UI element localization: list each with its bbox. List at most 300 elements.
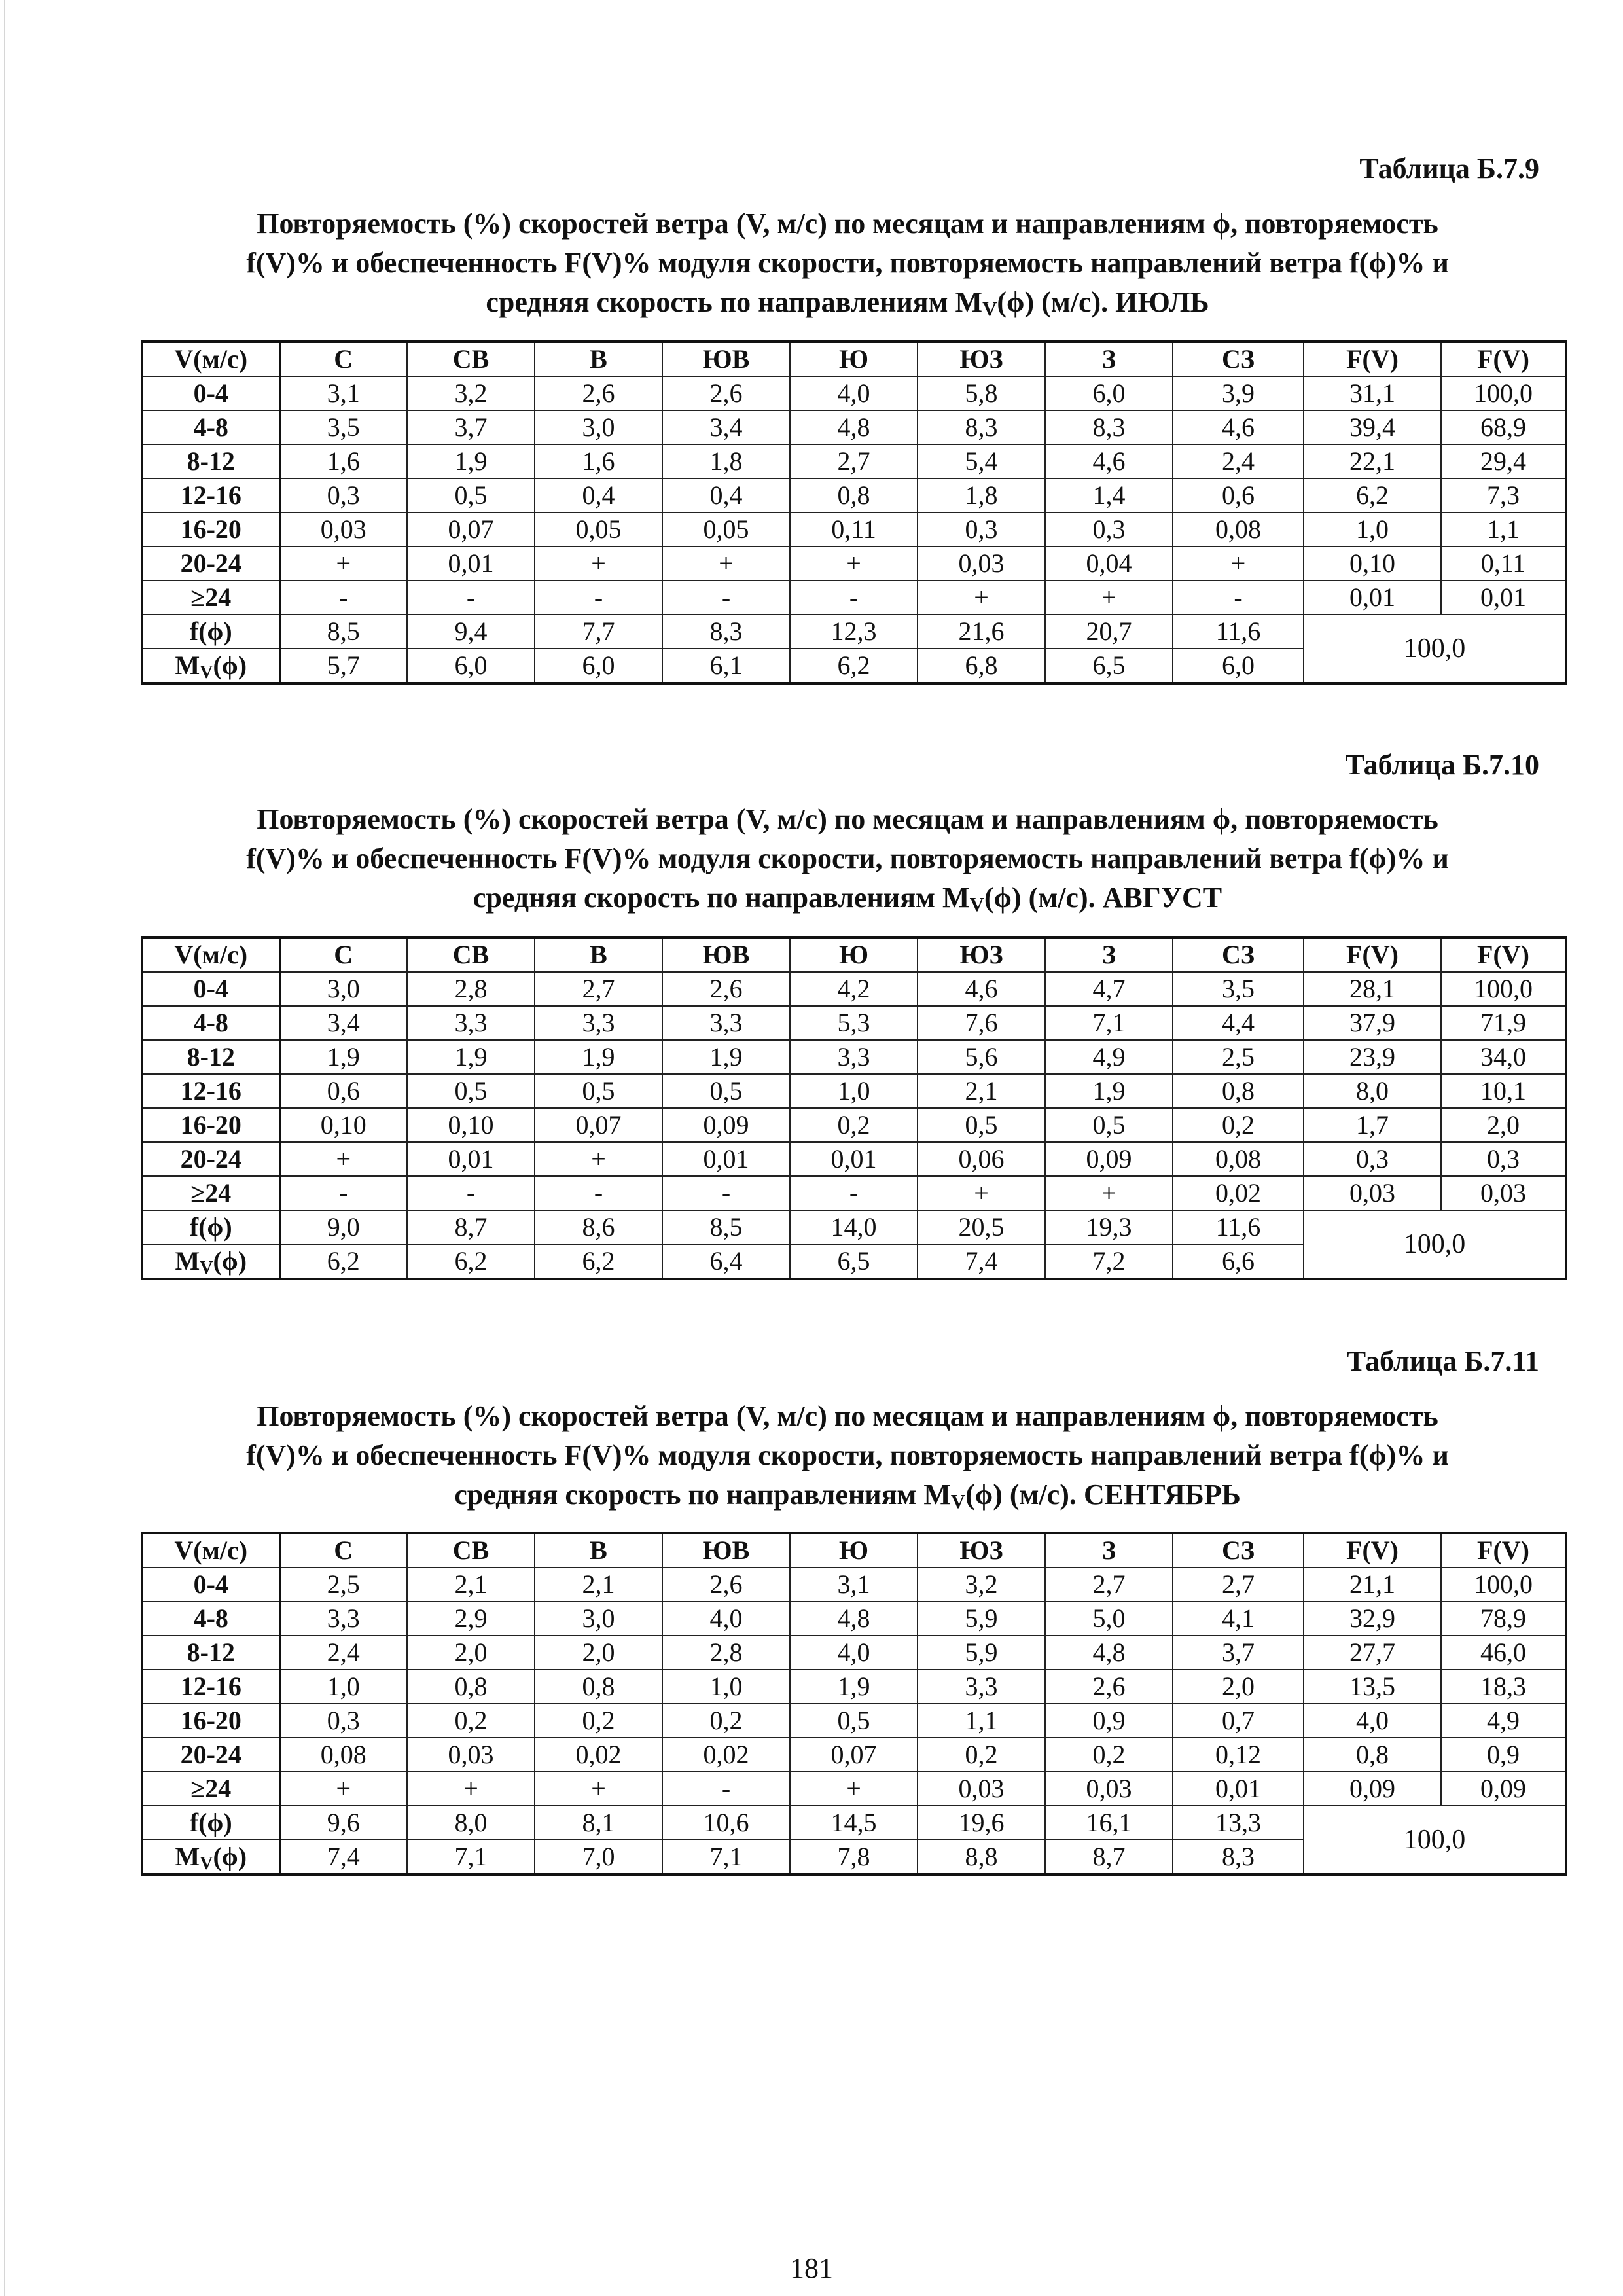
table-cell: 6,8 xyxy=(918,649,1045,683)
caption-month: АВГУСТ xyxy=(1102,882,1222,914)
table-cell: 2,7 xyxy=(790,444,918,478)
table-cell: 0,06 xyxy=(918,1142,1045,1176)
table-cell: 6,4 xyxy=(662,1244,790,1279)
row-label: ≥24 xyxy=(142,1176,279,1210)
row-label: 16-20 xyxy=(142,512,279,547)
row-label: 16-20 xyxy=(142,1108,279,1142)
header-fv: F(V) xyxy=(1304,937,1441,972)
table-cell: 8,3 xyxy=(1173,1840,1304,1874)
mv-label: M xyxy=(175,1842,200,1871)
table-cell: + xyxy=(1045,1176,1173,1210)
table-cell: + xyxy=(918,581,1045,615)
table-row xyxy=(142,581,1566,615)
table-cell: 11,6 xyxy=(1173,615,1304,649)
table-cell: 3,1 xyxy=(790,1568,918,1602)
header-direction: ЮЗ xyxy=(918,342,1045,376)
row-label: 8-12 xyxy=(142,1040,279,1074)
table-cell: - xyxy=(662,1772,790,1806)
table-cell: 6,5 xyxy=(790,1244,918,1279)
table-cell: 8,0 xyxy=(407,1806,535,1840)
table-cell: 7,4 xyxy=(918,1244,1045,1279)
table-row xyxy=(142,410,1566,444)
caption-line-2: f(V)% и обеспеченность F(V)% модуля скорости, повторяемость направлений ветра f(ϕ)% и xyxy=(246,247,1449,279)
table-cell: 2,4 xyxy=(279,1636,407,1670)
table-cell: 0,2 xyxy=(918,1738,1045,1772)
table-cell: 16,1 xyxy=(1045,1806,1173,1840)
table-cell: 11,6 xyxy=(1173,1210,1304,1244)
table-row xyxy=(142,444,1566,478)
table-cell: 3,7 xyxy=(1173,1636,1304,1670)
table-cell: 3,3 xyxy=(279,1602,407,1636)
header-direction: С xyxy=(279,1533,407,1568)
table-cell: 21,1 xyxy=(1304,1568,1441,1602)
table-cell: 37,9 xyxy=(1304,1006,1441,1040)
table-cell: 0,03 xyxy=(1441,1176,1566,1210)
table-cell: 19,3 xyxy=(1045,1210,1173,1244)
table-cell: 0,8 xyxy=(1173,1074,1304,1108)
table-cell: 2,7 xyxy=(535,972,662,1006)
row-label: 20-24 xyxy=(142,1738,279,1772)
table-cell: 21,6 xyxy=(918,615,1045,649)
row-label: 0-4 xyxy=(142,376,279,410)
table-cell: 20,7 xyxy=(1045,615,1173,649)
row-label: 0-4 xyxy=(142,1568,279,1602)
table-cell: 4,4 xyxy=(1173,1006,1304,1040)
total-cell: 100,0 xyxy=(1304,1210,1566,1279)
table-cell: 4,0 xyxy=(1304,1704,1441,1738)
table-cell: 0,07 xyxy=(535,1108,662,1142)
table-cell: 1,0 xyxy=(790,1074,918,1108)
row-label: ≥24 xyxy=(142,1772,279,1806)
caption-line-3-sub: V xyxy=(950,1490,966,1513)
header-direction: ЮЗ xyxy=(918,937,1045,972)
table-cell: 0,8 xyxy=(790,478,918,512)
table-cell: 2,5 xyxy=(279,1568,407,1602)
table-cell: 0,2 xyxy=(1045,1738,1173,1772)
table-cell: 2,0 xyxy=(1173,1670,1304,1704)
table-cell: 9,0 xyxy=(279,1210,407,1244)
table-cell: 0,2 xyxy=(1173,1108,1304,1142)
table-cell: 0,09 xyxy=(1441,1772,1566,1806)
mv-label-sub: V xyxy=(200,662,213,683)
row-label: 12-16 xyxy=(142,478,279,512)
header-direction: СЗ xyxy=(1173,937,1304,972)
table-cell: 2,1 xyxy=(407,1568,535,1602)
table-cell: 14,5 xyxy=(790,1806,918,1840)
table-cell: 6,2 xyxy=(1304,478,1441,512)
table-cell: - xyxy=(662,1176,790,1210)
caption-line-3-text: средняя скорость по направлениям M xyxy=(473,882,970,914)
caption-line-3-text: средняя скорость по направлениям M xyxy=(486,286,983,318)
table-cell: 8,7 xyxy=(407,1210,535,1244)
table-cell: + xyxy=(790,547,918,581)
table-cell: 0,5 xyxy=(662,1074,790,1108)
wind-table xyxy=(141,1532,1567,1876)
table-cell: 7,7 xyxy=(535,615,662,649)
caption-month: СЕНТЯБРЬ xyxy=(1083,1479,1241,1511)
table-row xyxy=(142,376,1566,410)
table-cell: 0,5 xyxy=(535,1074,662,1108)
header-direction: СЗ xyxy=(1173,342,1304,376)
header-direction: С xyxy=(279,937,407,972)
table-cell: 0,5 xyxy=(407,478,535,512)
caption-line-2: f(V)% и обеспеченность F(V)% модуля скорости, повторяемость направлений ветра f(ϕ)% и xyxy=(246,1439,1449,1471)
table-cell: 5,4 xyxy=(918,444,1045,478)
row-label: 4-8 xyxy=(142,1006,279,1040)
header-direction: СВ xyxy=(407,937,535,972)
table-cell: - xyxy=(790,1176,918,1210)
table-cell: 0,7 xyxy=(1173,1704,1304,1738)
header-direction: В xyxy=(535,342,662,376)
row-label xyxy=(142,649,279,683)
row-label: f(ϕ) xyxy=(142,1806,279,1840)
wind-table xyxy=(141,936,1567,1280)
table-cell: - xyxy=(407,1176,535,1210)
table-cell: 0,09 xyxy=(662,1108,790,1142)
table-cell: - xyxy=(279,1176,407,1210)
caption-line-3 xyxy=(151,1475,1544,1515)
table-cell: 2,4 xyxy=(1173,444,1304,478)
table-cell: 78,9 xyxy=(1441,1602,1566,1636)
table-cell: 6,0 xyxy=(407,649,535,683)
header-row xyxy=(142,937,1566,972)
table-cell: - xyxy=(1173,581,1304,615)
header-direction: Ю xyxy=(790,937,918,972)
table-cell: 9,6 xyxy=(279,1806,407,1840)
table-label: Таблица Б.7.9 xyxy=(1359,152,1539,185)
table-cell: 0,01 xyxy=(1304,581,1441,615)
table-label: Таблица Б.7.10 xyxy=(1345,749,1539,781)
table-cell: 31,1 xyxy=(1304,376,1441,410)
table-cell: 2,7 xyxy=(1045,1568,1173,1602)
table-cell: 100,0 xyxy=(1441,1568,1566,1602)
row-label: 16-20 xyxy=(142,1704,279,1738)
table-cell: + xyxy=(535,547,662,581)
table-cell: 0,8 xyxy=(407,1670,535,1704)
table-cell: 0,5 xyxy=(918,1108,1045,1142)
table-cell: - xyxy=(790,581,918,615)
total-cell: 100,0 xyxy=(1304,1806,1566,1874)
header-row xyxy=(142,1533,1566,1568)
table-cell: 4,6 xyxy=(1045,444,1173,478)
caption-line-1: Повторяемость (%) скоростей ветра (V, м/с) по месяцам и направлениям ϕ, повторяемость xyxy=(257,207,1438,240)
table-row xyxy=(142,1738,1566,1772)
table-cell: 3,1 xyxy=(279,376,407,410)
table-cell: 3,4 xyxy=(279,1006,407,1040)
table-cell: 39,4 xyxy=(1304,410,1441,444)
table-cell: 2,7 xyxy=(1173,1568,1304,1602)
table-cell: 29,4 xyxy=(1441,444,1566,478)
table-cell: 0,02 xyxy=(535,1738,662,1772)
mv-label: M xyxy=(175,651,200,680)
table-cell: 1,1 xyxy=(918,1704,1045,1738)
table-cell: 2,8 xyxy=(407,972,535,1006)
table-cell: 2,6 xyxy=(535,376,662,410)
header-direction: З xyxy=(1045,342,1173,376)
table-row xyxy=(142,1636,1566,1670)
table-cell: 0,8 xyxy=(1304,1738,1441,1772)
row-label: f(ϕ) xyxy=(142,615,279,649)
table-cell: 0,05 xyxy=(535,512,662,547)
table-cell: 71,9 xyxy=(1441,1006,1566,1040)
table-cell: 1,9 xyxy=(279,1040,407,1074)
table-cell: + xyxy=(535,1142,662,1176)
f-phi-row xyxy=(142,615,1566,649)
table-cell: 3,5 xyxy=(279,410,407,444)
caption-line-3-sub: V xyxy=(969,893,984,916)
table-cell: 5,7 xyxy=(279,649,407,683)
table-cell: 5,0 xyxy=(1045,1602,1173,1636)
table-cell: 2,5 xyxy=(1173,1040,1304,1074)
caption-line-3-sub: V xyxy=(982,298,997,320)
header-direction: Ю xyxy=(790,1533,918,1568)
row-label: 12-16 xyxy=(142,1074,279,1108)
row-label: 20-24 xyxy=(142,1142,279,1176)
table-cell: 100,0 xyxy=(1441,376,1566,410)
header-direction: В xyxy=(535,937,662,972)
table-cell: + xyxy=(535,1772,662,1806)
table-cell: 0,01 xyxy=(407,1142,535,1176)
table-row xyxy=(142,972,1566,1006)
header-v: V(м/с) xyxy=(142,937,279,972)
table-cell: 2,1 xyxy=(918,1074,1045,1108)
header-direction: С xyxy=(279,342,407,376)
table-cell: 5,3 xyxy=(790,1006,918,1040)
header-direction: ЮВ xyxy=(662,1533,790,1568)
table-cell: 4,0 xyxy=(790,1636,918,1670)
table-cell: 5,9 xyxy=(918,1636,1045,1670)
table-cell: 3,2 xyxy=(407,376,535,410)
table-cell: 32,9 xyxy=(1304,1602,1441,1636)
table-cell: 4,0 xyxy=(662,1602,790,1636)
table-cell: - xyxy=(662,581,790,615)
table-cell: 6,2 xyxy=(279,1244,407,1279)
table-cell: 7,8 xyxy=(790,1840,918,1874)
table-cell: 0,5 xyxy=(1045,1108,1173,1142)
table-cell: 0,4 xyxy=(662,478,790,512)
table-cell: 0,12 xyxy=(1173,1738,1304,1772)
table-cell: 0,10 xyxy=(1304,547,1441,581)
table-cell: 0,3 xyxy=(279,1704,407,1738)
mv-label-suffix: (ϕ) xyxy=(213,1842,247,1871)
table-cell: 0,3 xyxy=(279,478,407,512)
table-cell: 3,0 xyxy=(535,1602,662,1636)
table-row xyxy=(142,1074,1566,1108)
table-cell: 6,2 xyxy=(535,1244,662,1279)
caption-month: ИЮЛЬ xyxy=(1115,286,1209,318)
table-cell: 0,08 xyxy=(1173,1142,1304,1176)
caption-line-3-suffix: (ϕ) (м/с). xyxy=(997,286,1109,318)
table-cell: 6,0 xyxy=(1173,649,1304,683)
table-cell: + xyxy=(279,1772,407,1806)
table-cell: 34,0 xyxy=(1441,1040,1566,1074)
table-cell: 9,4 xyxy=(407,615,535,649)
row-label: 20-24 xyxy=(142,547,279,581)
page-number: 181 xyxy=(790,2252,833,2284)
table-cell: 20,5 xyxy=(918,1210,1045,1244)
table-cell: + xyxy=(407,1772,535,1806)
table-cell: 10,1 xyxy=(1441,1074,1566,1108)
row-label: ≥24 xyxy=(142,581,279,615)
header-v: V(м/с) xyxy=(142,342,279,376)
table-cell: 3,3 xyxy=(790,1040,918,1074)
table-cell: 6,5 xyxy=(1045,649,1173,683)
table-cell: 6,0 xyxy=(1045,376,1173,410)
table-cell: 8,7 xyxy=(1045,1840,1173,1874)
table-cell: 3,3 xyxy=(662,1006,790,1040)
table-cell: 0,02 xyxy=(662,1738,790,1772)
table-cell: 4,6 xyxy=(918,972,1045,1006)
table-cell: 6,1 xyxy=(662,649,790,683)
header-row xyxy=(142,342,1566,376)
table-cell: 0,01 xyxy=(407,547,535,581)
table-cell: 3,5 xyxy=(1173,972,1304,1006)
table-cell: 0,09 xyxy=(1045,1142,1173,1176)
caption-line-3-suffix: (ϕ) (м/с). xyxy=(984,882,1096,914)
header-fv: F(V) xyxy=(1304,1533,1441,1568)
table-cell: 7,3 xyxy=(1441,478,1566,512)
mv-label-suffix: (ϕ) xyxy=(213,651,247,680)
f-phi-row xyxy=(142,1806,1566,1840)
table-cell: 1,9 xyxy=(790,1670,918,1704)
table-cell: 18,3 xyxy=(1441,1670,1566,1704)
table-cell: 0,3 xyxy=(1304,1142,1441,1176)
row-label: 4-8 xyxy=(142,410,279,444)
table-cell: 0,10 xyxy=(279,1108,407,1142)
table-cell: 8,8 xyxy=(918,1840,1045,1874)
table-cell: - xyxy=(407,581,535,615)
table-cell: 4,9 xyxy=(1045,1040,1173,1074)
table-cell: 4,2 xyxy=(790,972,918,1006)
table-cell: 4,0 xyxy=(790,376,918,410)
table-row xyxy=(142,478,1566,512)
table-cell: 0,07 xyxy=(407,512,535,547)
table-cell: 0,9 xyxy=(1441,1738,1566,1772)
table-caption xyxy=(151,204,1544,322)
table-cell: 2,8 xyxy=(662,1636,790,1670)
table-cell: + xyxy=(279,1142,407,1176)
header-direction: СВ xyxy=(407,342,535,376)
header-direction: З xyxy=(1045,937,1173,972)
table-cell: 8,3 xyxy=(662,615,790,649)
table-cell: 0,11 xyxy=(1441,547,1566,581)
mv-label-sub: V xyxy=(200,1258,213,1278)
table-cell: 46,0 xyxy=(1441,1636,1566,1670)
table-cell: 3,3 xyxy=(407,1006,535,1040)
table-cell: 3,0 xyxy=(535,410,662,444)
table-cell: 2,0 xyxy=(1441,1108,1566,1142)
table-cell: 2,6 xyxy=(662,376,790,410)
table-cell: 8,5 xyxy=(279,615,407,649)
wind-table xyxy=(141,340,1567,685)
table-cell: 1,9 xyxy=(535,1040,662,1074)
table-caption xyxy=(151,800,1544,918)
table-cell: 2,6 xyxy=(662,972,790,1006)
table-cell: 1,9 xyxy=(1045,1074,1173,1108)
table-cell: 0,01 xyxy=(1441,581,1566,615)
table-cell: 6,6 xyxy=(1173,1244,1304,1279)
table-cell: 6,2 xyxy=(407,1244,535,1279)
table-cell: - xyxy=(535,1176,662,1210)
scan-edge-line xyxy=(4,0,5,2296)
row-label xyxy=(142,1840,279,1874)
table-cell: 2,0 xyxy=(535,1636,662,1670)
table-cell: 0,09 xyxy=(1304,1772,1441,1806)
table-cell: 4,1 xyxy=(1173,1602,1304,1636)
table-cell: + xyxy=(662,547,790,581)
table-cell: 0,8 xyxy=(535,1670,662,1704)
header-fv: F(V) xyxy=(1441,937,1566,972)
header-fv: F(V) xyxy=(1304,342,1441,376)
table-cell: 1,4 xyxy=(1045,478,1173,512)
table-cell: 13,3 xyxy=(1173,1806,1304,1840)
table-cell: 0,03 xyxy=(918,1772,1045,1806)
table-cell: 0,11 xyxy=(790,512,918,547)
header-direction: Ю xyxy=(790,342,918,376)
table-cell: 100,0 xyxy=(1441,972,1566,1006)
table-cell: 0,03 xyxy=(918,547,1045,581)
table-cell: 8,6 xyxy=(535,1210,662,1244)
caption-line-2: f(V)% и обеспеченность F(V)% модуля скорости, повторяемость направлений ветра f(ϕ)% и xyxy=(246,842,1449,874)
table-cell: 14,0 xyxy=(790,1210,918,1244)
table-cell: 1,8 xyxy=(918,478,1045,512)
caption-line-1: Повторяемость (%) скоростей ветра (V, м/с) по месяцам и направлениям ϕ, повторяемость xyxy=(257,803,1438,835)
table-cell: 3,3 xyxy=(535,1006,662,1040)
caption-line-1: Повторяемость (%) скоростей ветра (V, м/с) по месяцам и направлениям ϕ, повторяемость xyxy=(257,1400,1438,1432)
header-direction: ЮВ xyxy=(662,342,790,376)
table-cell: 2,1 xyxy=(535,1568,662,1602)
table-row xyxy=(142,1142,1566,1176)
table-cell: 2,0 xyxy=(407,1636,535,1670)
f-phi-row xyxy=(142,1210,1566,1244)
table-cell: 1,1 xyxy=(1441,512,1566,547)
row-label: 0-4 xyxy=(142,972,279,1006)
table-cell: 0,6 xyxy=(279,1074,407,1108)
table-cell: 23,9 xyxy=(1304,1040,1441,1074)
table-cell: 0,3 xyxy=(1441,1142,1566,1176)
table-cell: 7,6 xyxy=(918,1006,1045,1040)
table-row xyxy=(142,1040,1566,1074)
mv-label-sub: V xyxy=(200,1854,213,1874)
row-label: f(ϕ) xyxy=(142,1210,279,1244)
table-cell: 7,0 xyxy=(535,1840,662,1874)
table-row xyxy=(142,512,1566,547)
table-row xyxy=(142,1108,1566,1142)
table-cell: 22,1 xyxy=(1304,444,1441,478)
table-cell: 0,08 xyxy=(279,1738,407,1772)
table-cell: 0,5 xyxy=(407,1074,535,1108)
table-label: Таблица Б.7.11 xyxy=(1346,1345,1539,1377)
table-row xyxy=(142,1176,1566,1210)
header-direction: ЮЗ xyxy=(918,1533,1045,1568)
table-cell: 7,4 xyxy=(279,1840,407,1874)
table-cell: + xyxy=(279,547,407,581)
table-cell: 0,04 xyxy=(1045,547,1173,581)
header-fv: F(V) xyxy=(1441,342,1566,376)
table-cell: 4,8 xyxy=(790,1602,918,1636)
table-row xyxy=(142,1772,1566,1806)
table-cell: 8,1 xyxy=(535,1806,662,1840)
table-row xyxy=(142,1704,1566,1738)
table-cell: 6,2 xyxy=(790,649,918,683)
table-cell: 0,4 xyxy=(535,478,662,512)
table-cell: + xyxy=(1173,547,1304,581)
header-direction: З xyxy=(1045,1533,1173,1568)
table-cell: 2,6 xyxy=(1045,1670,1173,1704)
table-cell: 1,9 xyxy=(407,444,535,478)
row-label: 8-12 xyxy=(142,444,279,478)
table-cell: 0,5 xyxy=(790,1704,918,1738)
